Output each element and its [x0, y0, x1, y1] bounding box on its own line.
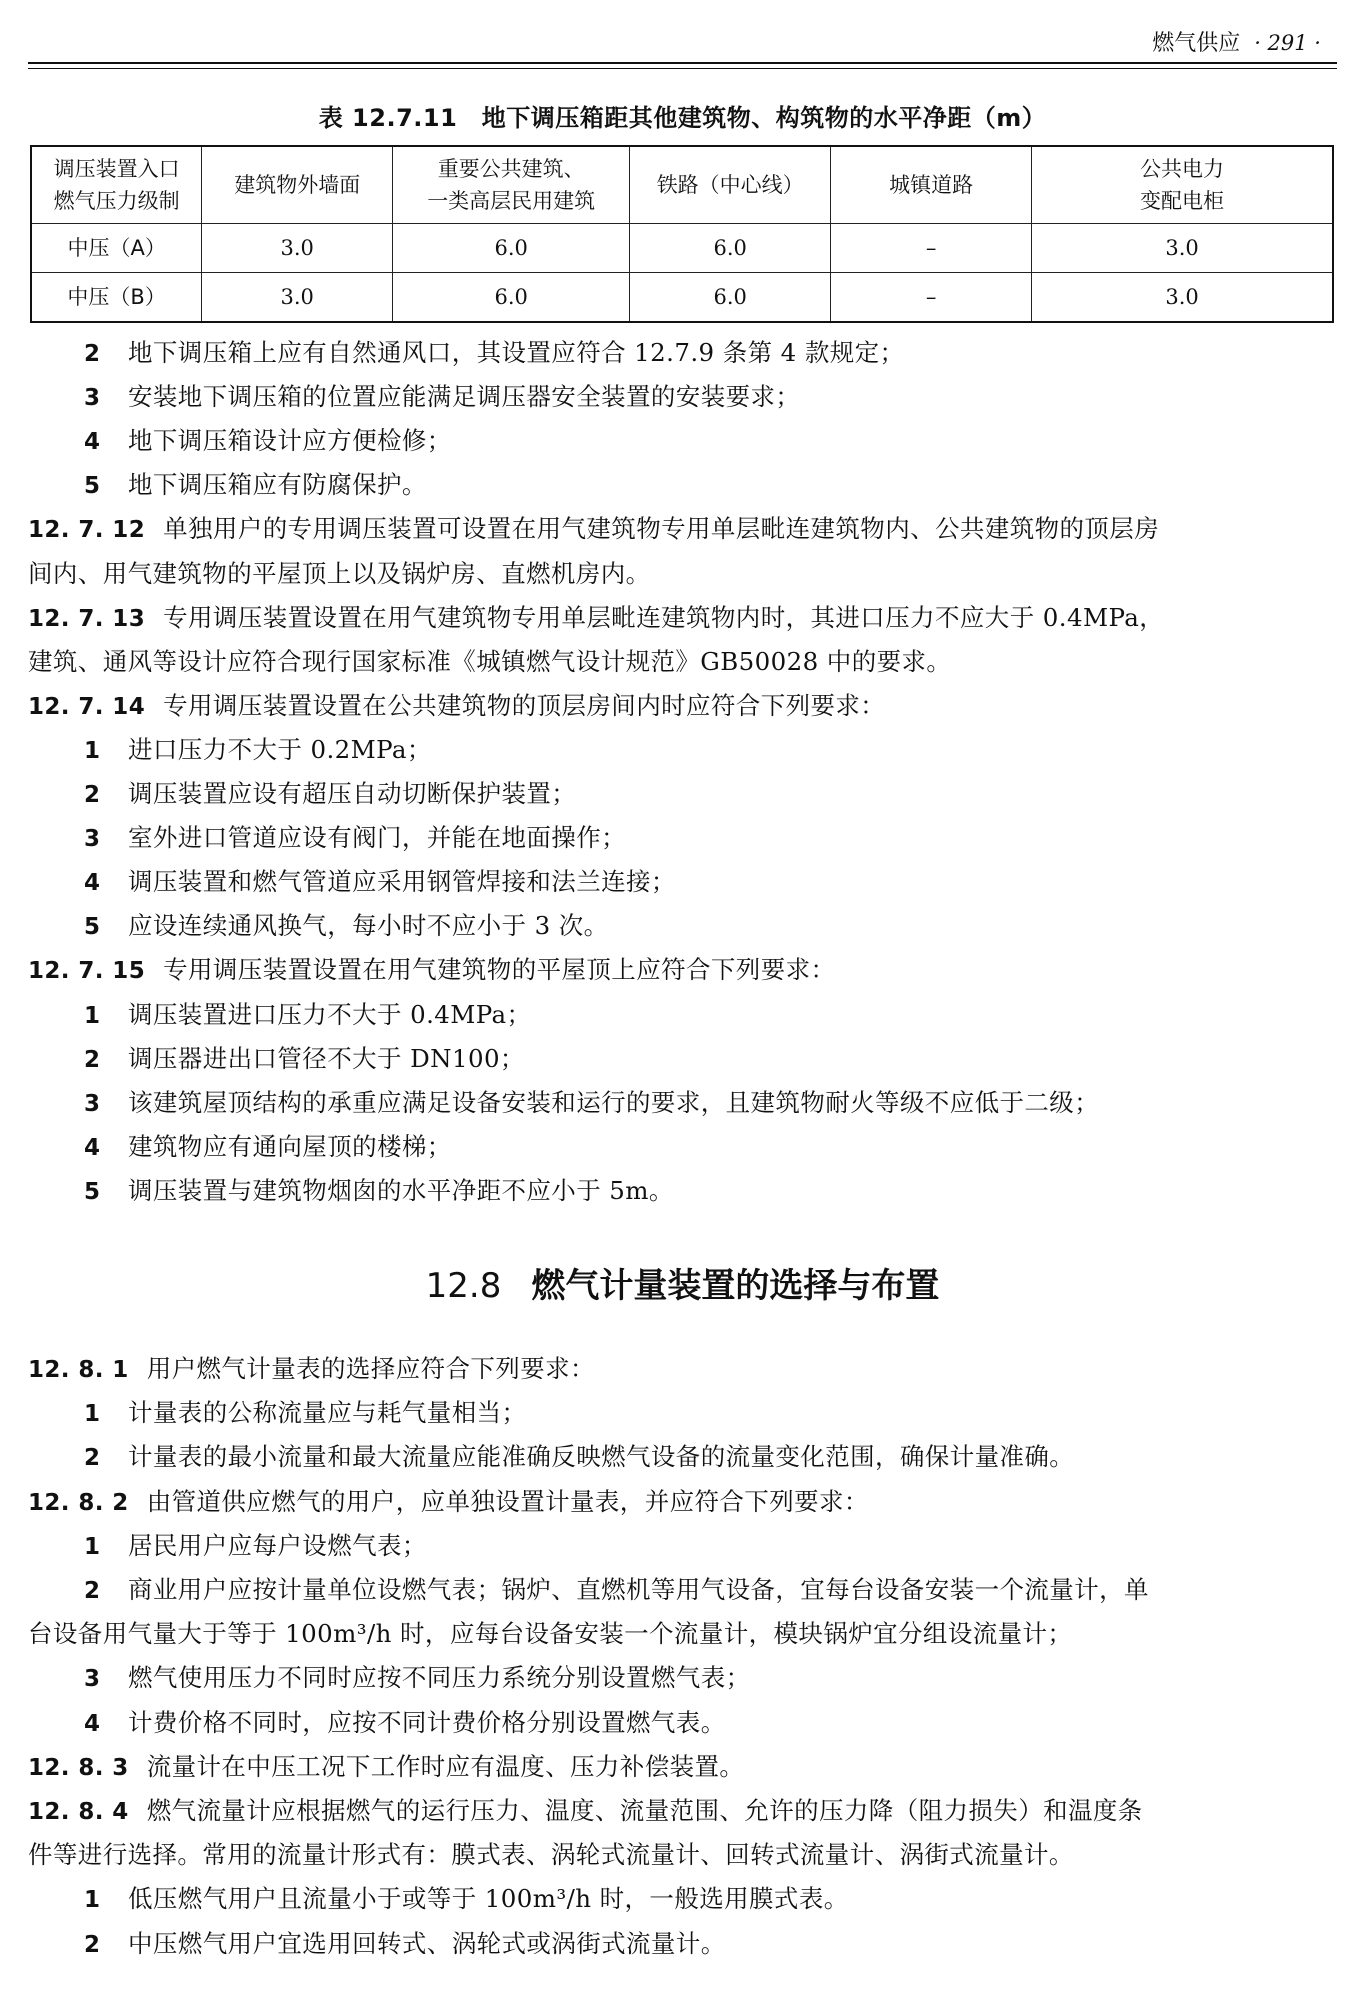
item-number: 3 [84, 1666, 101, 1693]
line-text: 用户燃气计量表的选择应符合下列要求： [146, 1354, 595, 1383]
table-cell: 中压（A） [31, 224, 202, 273]
table-caption: 表 12.7.11 地下调压箱距其他建筑物、构筑物的水平净距（m） [318, 104, 1047, 132]
clause-number: 12. 7. 14 [28, 693, 146, 720]
clause-number: 12. 7. 12 [28, 517, 146, 544]
line-text: 专用调压装置设置在用气建筑物的平屋顶上应符合下列要求： [163, 955, 836, 985]
header-rule-thin [28, 68, 1337, 69]
table-row [31, 224, 1333, 273]
item-line [84, 1396, 1338, 1431]
table-cell: 3.0 [1032, 224, 1333, 273]
item-number: 2 [84, 782, 101, 808]
line-text: 室外进口管道应设有阀门，并能在地面操作； [128, 823, 626, 853]
continuation-line [28, 1838, 1338, 1872]
distance-table [30, 145, 1334, 323]
clause-number: 12. 8. 1 [28, 1357, 129, 1383]
line-text: 该建筑屋顶结构的承重应满足设备安装和运行的要求，且建筑物耐火等级不应低于二级； [128, 1087, 1100, 1117]
line-text: 中压燃气用户宜选用回转式、涡轮式或涡街式流量计。 [128, 1928, 726, 1958]
item-line [84, 777, 1338, 812]
item-number: 1 [84, 1887, 101, 1914]
item-line [84, 1882, 1338, 1917]
item-number: 3 [84, 826, 101, 853]
item-number: 2 [84, 1046, 101, 1073]
item-number: 3 [84, 385, 101, 412]
item-number: 4 [84, 870, 101, 897]
chapter-title: 燃气供应 [1152, 31, 1241, 56]
table-header-row [31, 146, 1333, 224]
item-number: 2 [84, 1578, 101, 1604]
clause-number: 12. 7. 15 [28, 958, 146, 985]
running-header [1152, 26, 1321, 60]
line-text: 专用调压装置设置在用气建筑物专用单层毗连建筑物内时，其进口压力不应大于 0.4MPa， [163, 602, 1165, 632]
table-cell: – [831, 224, 1032, 273]
line-text: 燃气使用压力不同时应按不同压力系统分别设置燃气表； [128, 1663, 751, 1693]
clause-number: 12. 7. 13 [28, 605, 146, 632]
item-line [84, 821, 1338, 856]
item-line [84, 336, 1338, 371]
line-text: 件等进行选择。常用的流量计形式有：膜式表、涡轮式流量计、回转式流量计、涡街式流量计。 [28, 1840, 1074, 1870]
line-text: 台设备用气量大于等于 100m³/h 时，应每台设备安装一个流量计，模块锅炉宜分组设流量计； [28, 1619, 1073, 1649]
line-text: 调压装置和燃气管道应采用钢管焊接和法兰连接； [128, 867, 676, 897]
table-cell: 3.0 [1032, 273, 1333, 323]
line-text: 安装地下调压箱的位置应能满足调压器安全装置的安装要求； [128, 382, 801, 412]
table-cell: 6.0 [393, 224, 630, 273]
item-line [84, 468, 1338, 503]
item-line [84, 1086, 1338, 1121]
table-cell: 3.0 [202, 273, 393, 323]
line-text: 计量表的公称流量应与耗气量相当； [128, 1398, 527, 1428]
line-text: 调压器进出口管径不大于 DN100； [128, 1043, 525, 1073]
item-number: 4 [84, 1134, 101, 1161]
line-text: 商业用户应按计量单位设燃气表；锅炉、直燃机等用气设备，宜每台设备安装一个流量计，单 [128, 1575, 1149, 1604]
line-text: 低压燃气用户且流量小于或等于 100m³/h 时，一般选用膜式表。 [128, 1884, 849, 1914]
table-cell: 6.0 [630, 273, 831, 323]
continuation-line [28, 1617, 1338, 1651]
line-text: 建筑物应有通向屋顶的楼梯； [128, 1131, 452, 1161]
item-line [84, 380, 1338, 415]
item-number: 1 [84, 737, 101, 764]
line-text: 由管道供应燃气的用户，应单独设置计量表，并应符合下列要求： [146, 1486, 869, 1516]
item-line [84, 1927, 1338, 1962]
line-text: 调压装置进口压力不大于 0.4MPa； [128, 999, 532, 1029]
header-cell: 城镇道路 [831, 146, 1032, 224]
item-line [84, 1661, 1338, 1696]
item-number: 2 [84, 341, 101, 367]
clause-number: 12. 8. 2 [28, 1489, 129, 1516]
clause-line [28, 689, 1338, 724]
item-line [84, 1174, 1338, 1209]
table-row [31, 273, 1333, 323]
clause-number: 12. 8. 4 [28, 1799, 129, 1825]
line-text: 调压装置应设有超压自动切断保护装置； [128, 779, 577, 808]
header-cell: 重要公共建筑、 一类高层民用建筑 [393, 146, 630, 224]
line-text: 居民用户应每户设燃气表； [128, 1530, 427, 1560]
line-text: 建筑、通风等设计应符合现行国家标准《城镇燃气设计规范》GB50028 中的要求。 [28, 646, 952, 676]
line-text: 专用调压装置设置在公共建筑物的顶层房间内时应符合下列要求： [163, 690, 886, 720]
item-number: 4 [84, 429, 101, 456]
line-text: 单独用户的专用调压装置可设置在用气建筑物专用单层毗连建筑物内、公共建筑物的顶层房 [163, 514, 1160, 544]
clause-line [28, 512, 1338, 547]
item-number: 1 [84, 1002, 101, 1029]
section-title: 燃气计量装置的选择与布置 [531, 1266, 940, 1306]
header-cell: 公共电力 变配电柜 [1032, 146, 1333, 224]
table-cell: 6.0 [393, 273, 630, 323]
item-line [84, 1706, 1338, 1741]
item-number: 5 [84, 914, 101, 941]
section-number: 12.8 [425, 1266, 502, 1306]
clause-line [28, 1750, 1338, 1785]
header-rule-thick [28, 62, 1337, 64]
line-text: 应设连续通风换气，每小时不应小于 3 次。 [128, 911, 609, 941]
clause-number: 12. 8. 3 [28, 1754, 129, 1781]
clause-line [28, 601, 1338, 636]
header-cell: 建筑物外墙面 [202, 146, 393, 224]
clause-line [28, 1352, 1338, 1387]
clause-line [28, 1485, 1338, 1520]
item-number: 2 [84, 1445, 101, 1472]
continuation-line [28, 645, 1338, 679]
table-cell: – [831, 273, 1032, 323]
table-cell: 中压（B） [31, 273, 202, 323]
header-cell: 铁路（中心线） [630, 146, 831, 224]
item-line [84, 909, 1338, 944]
item-line [84, 733, 1338, 768]
item-number: 1 [84, 1533, 101, 1560]
line-text: 地下调压箱应有防腐保护。 [128, 470, 427, 500]
header-cell: 调压装置入口 燃气压力级制 [31, 146, 202, 224]
item-line [84, 1130, 1338, 1165]
item-line [84, 865, 1338, 900]
item-line [84, 998, 1338, 1033]
item-number: 4 [84, 1710, 101, 1737]
page-number: · 291 · [1254, 31, 1321, 55]
line-text: 间内、用气建筑物的平屋顶上以及锅炉房、直燃机房内。 [28, 558, 651, 588]
line-text: 燃气流量计应根据燃气的运行压力、温度、流量范围、允许的压力降（阻力损失）和温度条 [146, 1796, 1143, 1825]
item-line [84, 1529, 1338, 1564]
line-text: 地下调压箱设计应方便检修； [128, 426, 452, 456]
line-text: 进口压力不大于 0.2MPa； [128, 734, 432, 764]
item-number: 3 [84, 1090, 101, 1117]
line-text: 计费价格不同时，应按不同计费价格分别设置燃气表。 [128, 1707, 726, 1737]
item-number: 1 [84, 1401, 101, 1428]
section-heading [0, 1258, 1365, 1307]
item-line [84, 1573, 1338, 1608]
line-text: 地下调压箱上应有自然通风口，其设置应符合 12.7.9 条第 4 款规定； [128, 338, 905, 367]
item-number: 5 [84, 473, 101, 500]
item-line [84, 1042, 1338, 1077]
item-number: 2 [84, 1931, 101, 1958]
table-cell: 6.0 [630, 224, 831, 273]
clause-line [28, 1794, 1338, 1829]
item-number: 5 [84, 1178, 101, 1205]
continuation-line [28, 557, 1338, 591]
line-text: 流量计在中压工况下工作时应有温度、压力补偿装置。 [146, 1751, 745, 1781]
line-text: 计量表的最小流量和最大流量应能准确反映燃气设备的流量变化范围，确保计量准确。 [128, 1442, 1075, 1472]
line-text: 调压装置与建筑物烟囱的水平净距不应小于 5m。 [128, 1175, 674, 1205]
item-line [84, 424, 1338, 459]
clause-line [28, 953, 1338, 988]
table-cell: 3.0 [202, 224, 393, 273]
item-line [84, 1440, 1338, 1475]
